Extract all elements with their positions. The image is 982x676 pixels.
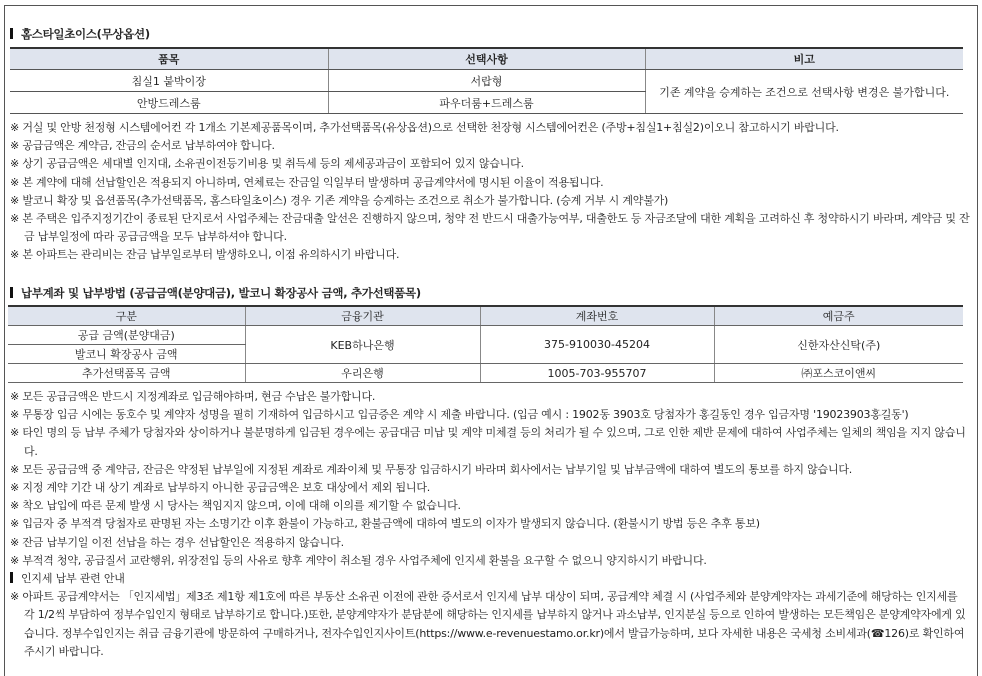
header-choice: 선택사항	[328, 48, 645, 70]
note: ※ 본 주택은 입주지정기간이 종료된 단지로서 사업주체는 잔금대출 알선은 진행하지 않으며, 청약 전 반드시 대출가능여부, 대출한도 등 자금조달에 대한 계획을 고려하신 후 청약하시기 바라며, 계약금 및 잔금 납부일정에 따라 공급금액을 모두 납부하셔야 합니다.	[10, 212, 970, 244]
cell-account: 375-910030-45204	[480, 326, 714, 364]
cell-choice: 파우더룸+드레스룸	[328, 92, 645, 114]
header-bank: 금융기관	[245, 306, 480, 326]
note: ※ 본 아파트는 관리비는 잔금 납부일로부터 발생하오니, 이점 유의하시기 바랍니다.	[10, 248, 400, 262]
payment-account-table	[8, 305, 963, 383]
cell-item: 안방드레스룸	[10, 92, 328, 114]
section-title-text: 납부계좌 및 납부방법 (공급금액(분양대금), 발코니 확장공사 금액, 추가선택품목)	[21, 286, 421, 300]
note: ※ 입금자 중 부적격 당첨자로 판명된 자는 소명기간 이후 환불이 가능하고, 환불금액에 대하여 별도의 이자가 발생되지 않습니다. (환불시기 방법 등은 추후 통보)	[10, 517, 760, 531]
cell-holder: ㈜포스코이앤씨	[714, 364, 963, 383]
header-account: 계좌번호	[480, 306, 714, 326]
stamp-duty-subtitle-text: 인지세 납부 관련 안내	[21, 572, 125, 586]
note: ※ 상기 공급금액은 세대별 인지대, 소유권이전등기비용 및 취득세 등의 제세공과금이 포함되어 있지 않습니다.	[10, 157, 524, 171]
note: ※ 모든 공급금액 중 계약금, 잔금은 약정된 납부일에 지정된 계좌로 계좌이체 및 무통장 입금하시기 바라며 회사에서는 납부기일 및 납부금액에 대하여 별도의 통보를 하지 않습니다.	[10, 462, 853, 476]
cell-item: 침실1 붙박이장	[10, 70, 328, 92]
note: ※ 착오 납입에 따른 문제 발생 시 당사는 책임지지 않으며, 이에 대해 이의를 제기할 수 없습니다.	[10, 499, 461, 513]
note: ※ 발코니 확장 및 옵션품목(추가선택품목, 홈스타일초이스) 경우 기존 계약을 승계하는 조건으로 취소가 불가합니다. (승계 거부 시 계약불가)	[10, 193, 669, 207]
note: ※ 부적격 청약, 공급질서 교란행위, 위장전입 등의 사유로 향후 계약이 취소될 경우 사업주체에 인지세 환불을 요구할 수 없으니 양지하시기 바랍니다.	[10, 553, 707, 567]
cell-category: 발코니 확장공사 금액	[8, 345, 245, 364]
note: ※ 잔금 납부기일 이전 선납을 하는 경우 선납할인은 적용하지 않습니다.	[10, 535, 344, 549]
cell-remark: 기존 계약을 승계하는 조건으로 선택사항 변경은 불가합니다.	[645, 70, 963, 114]
note: ※ 무통장 입금 시에는 동호수 및 계약자 성명을 필히 기재하여 입금하시고 입금증은 계약 시 제출 바랍니다. (입금 예시 : 1902동 3903호 당첨자가 홍길동인 경우 입금자명 '19023903홍길동')	[10, 408, 909, 422]
header-remark: 비고	[645, 48, 963, 70]
header-holder: 예금주	[714, 306, 963, 326]
section-marker-icon	[10, 28, 13, 39]
section-marker-icon	[10, 572, 13, 583]
note: ※ 거실 및 안방 천정형 시스템에어컨 각 1개소 기본제공품목이며, 추가선택품목(유상옵션)으로 선택한 천장형 시스템에어컨은 (주방+침실1+침실2)이오니 참고하시기 바랍니다.	[10, 121, 839, 134]
header-category: 구분	[8, 306, 245, 326]
section-title-text: 홈스타일초이스(무상옵션)	[21, 27, 150, 41]
note: ※ 본 계약에 대해 선납할인은 적용되지 아니하며, 연체료는 잔금일 익일부터 발생하며 공급계약서에 명시된 이율이 적용됩니다.	[10, 175, 604, 189]
table-row	[8, 326, 963, 345]
section-marker-icon	[10, 287, 13, 298]
table-row	[10, 70, 963, 92]
section-title-home-style-choice	[10, 26, 150, 42]
cell-category: 추가선택품목 금액	[8, 364, 245, 383]
home-style-choice-table	[10, 47, 963, 114]
cell-category: 공급 금액(분양대금)	[8, 326, 245, 345]
note: ※ 타인 명의 등 납부 주체가 당첨자와 상이하거나 불분명하게 입금된 경우에는 공급대금 미납 및 계약 미체결 등의 처리가 될 수 있으며, 그로 인한 제반 문제에 대하여 사업주체는 일체의 책임을 지지 않습니다.	[10, 426, 966, 458]
stamp-duty-note: ※ 아파트 공급계약서는 「인지세법」제3조 제1항 제1호에 따른 부동산 소유권 이전에 관한 증서로서 인지세 납부 대상이 되며, 공급계약 체결 시 (사업주체와 분양계약자는 과세기준에 해당하는 인지세를 각 1/2씩 부담하여 정부수입인지 형태로 납부하기로 합니다.)또한, 분양계약자가 분담분에 해당하는 인지세를 납부하지 않거나 과소납부, 인지분실 등으로 인하여 발생하는 모든책임은 분양계약자에게 있습니다. 정부수입인지는 취급 금융기관에 방문하여 구매하거나, 전자수입인지사이트(https://www.e-revenuestamo.or.kr)에서 발급가능하며, 보다 자세한 내용은 국세청 소비세과(☎126)로 확인하여 주시기 바랍니다.	[10, 590, 966, 658]
cell-bank: 우리은행	[245, 364, 480, 383]
note: ※ 공급금액은 계약금, 잔금의 순서로 납부하여야 합니다.	[10, 139, 275, 153]
table-header-row	[10, 48, 963, 70]
note: ※ 모든 공급금액은 반드시 지정계좌로 입금해야하며, 현금 수납은 불가합니다.	[10, 390, 376, 403]
cell-account: 1005-703-955707	[480, 364, 714, 383]
stamp-duty-subtitle	[10, 570, 970, 588]
table-header-row	[8, 306, 963, 326]
note: ※ 지정 계약 기간 내 상기 계좌로 납부하지 아니한 공급금액은 보호 대상에서 제외 됩니다.	[10, 481, 431, 495]
section2-notes	[10, 388, 970, 661]
cell-choice: 서랍형	[328, 70, 645, 92]
cell-bank: KEB하나은행	[245, 326, 480, 364]
header-item: 품목	[10, 48, 328, 70]
section1-notes	[10, 119, 970, 265]
cell-holder: 신한자산신탁(주)	[714, 326, 963, 364]
table-row	[8, 364, 963, 383]
section-title-payment-accounts	[10, 285, 421, 301]
